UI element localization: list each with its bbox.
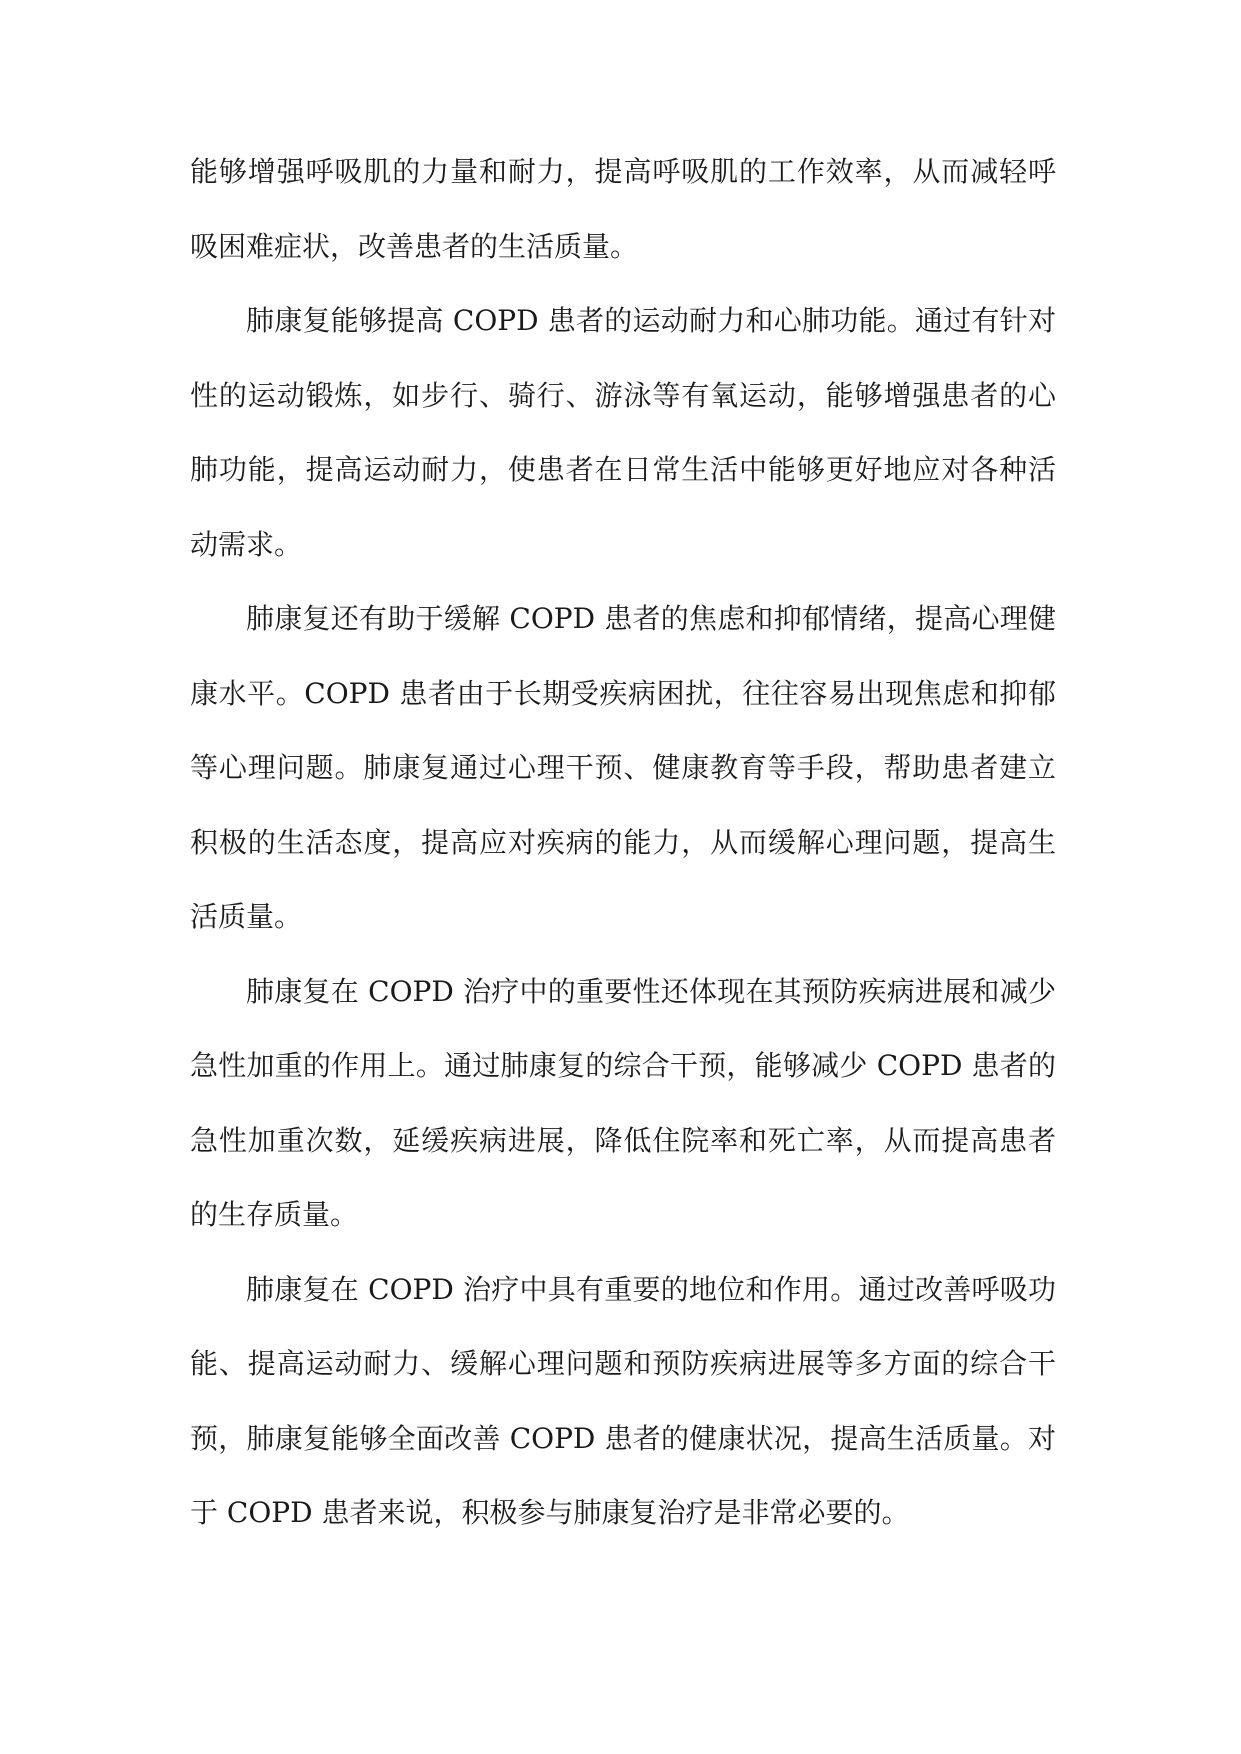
paragraph-4: 肺康复在 COPD 治疗中的重要性还体现在其预防疾病进展和减少急性加重的作用上。通过肺康复的综合干预，能够减少 COPD 患者的急性加重次数，延缓疾病进展，降低住院率和死亡率，从而提高患者的生存质量。 xyxy=(190,974,1056,1231)
paragraph-3: 肺康复还有助于缓解 COPD 患者的焦虑和抑郁情绪，提高心理健康水平。COPD 患者由于长期受疾病困扰，往往容易出现焦虑和抑郁等心理问题。肺康复通过心理干预、健康教育等手段，帮助患者建立积极的生活态度，提高应对疾病的能力，从而缓解心理问题，提高生活质量。 xyxy=(190,602,1056,933)
paragraph-5: 肺康复在 COPD 治疗中具有重要的地位和作用。通过改善呼吸功能、提高运动耐力、缓解心理问题和预防疾病进展等多方面的综合干预，肺康复能够全面改善 COPD 患者的健康状况，提高生活质量。对于 COPD 患者来说，积极参与肺康复治疗是非常必要的。 xyxy=(190,1272,1056,1529)
paragraph-2: 肺康复能够提高 COPD 患者的运动耐力和心肺功能。通过有针对性的运动锻炼，如步行、骑行、游泳等有氧运动，能够增强患者的心肺功能，提高运动耐力，使患者在日常生活中能够更好地应对各种活动需求。 xyxy=(190,304,1056,561)
document-body xyxy=(190,135,1056,1551)
paragraph-1: 能够增强呼吸肌的力量和耐力，提高呼吸肌的工作效率，从而减轻呼吸困难症状，改善患者的生活质量。 xyxy=(190,155,1056,263)
